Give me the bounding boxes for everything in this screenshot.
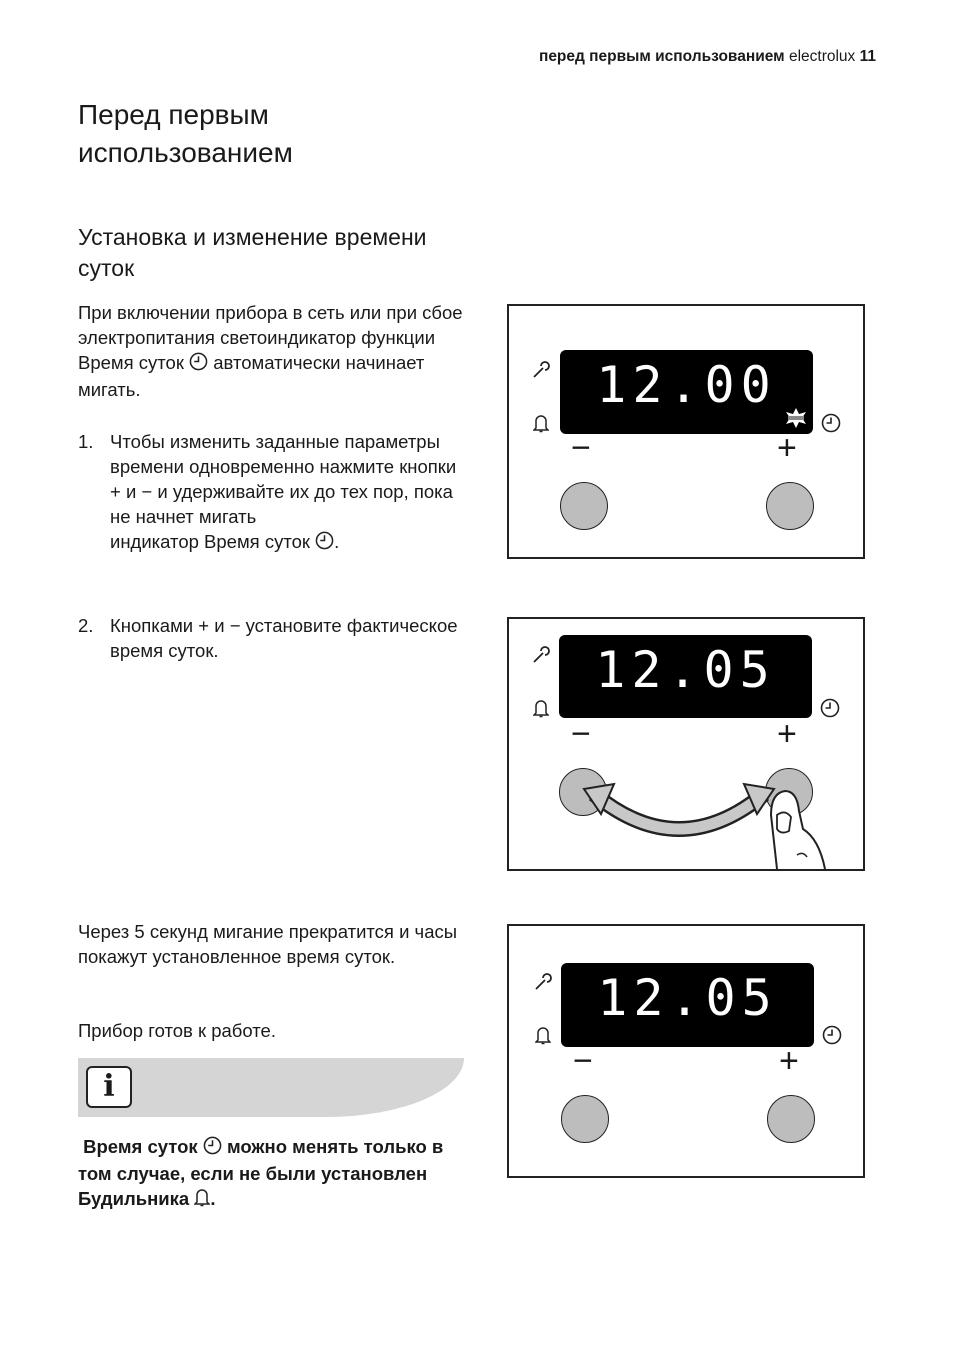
bell-icon: [535, 1025, 551, 1045]
clock-icon: [822, 1025, 842, 1045]
minus-label: −: [571, 715, 591, 753]
clock-icon: [820, 698, 840, 718]
control-panel-2: [507, 617, 865, 871]
swap-arrow-icon: [579, 774, 779, 849]
clock-icon: [821, 413, 841, 433]
intro-text-b: автоматически начинает мигать.: [78, 352, 425, 400]
header-brand: electrolux: [788, 48, 856, 65]
temperature-probe-icon: [531, 645, 551, 665]
bell-icon: [194, 1187, 210, 1213]
step-1-text-c: .: [334, 531, 340, 552]
intro-paragraph: [78, 300, 473, 402]
display-time: 12.00: [596, 356, 777, 414]
after-paragraph: Через 5 секунд мигание прекратится и часы покажут установленное время суток.: [78, 921, 458, 967]
step-1-number: 1.: [78, 431, 94, 452]
clock-icon: [203, 1136, 222, 1161]
minus-button[interactable]: [560, 482, 608, 530]
control-panel-1: [507, 304, 865, 559]
info-icon: i: [86, 1066, 132, 1108]
display-time: 12.05: [595, 641, 776, 699]
lcd-display: [560, 350, 813, 434]
info-bar: [78, 1058, 464, 1117]
header-section: перед первым использованием: [538, 48, 785, 65]
step-1-text: Чтобы изменить заданные параметры времени одновременно нажмите кнопки + и − и удерживайте их до тех пор, пока не начнет мигать: [110, 431, 457, 527]
clock-icon: [189, 352, 208, 377]
plus-label: +: [779, 1042, 799, 1080]
step-2-text: Кнопками + и − установите фактическое время суток.: [110, 615, 458, 661]
page-number: 11: [859, 48, 876, 65]
section-subtitle: Установка и изменение времени суток: [78, 224, 427, 281]
plus-button[interactable]: [766, 482, 814, 530]
finger-icon: [767, 785, 829, 869]
clock-icon: [315, 531, 334, 556]
plus-button[interactable]: [767, 1095, 815, 1143]
minus-label: −: [571, 429, 591, 467]
plus-label: +: [777, 429, 797, 467]
temperature-probe-icon: [533, 972, 553, 992]
display-time: 12.05: [597, 969, 778, 1027]
step-1-text-b: индикатор Время суток: [110, 531, 310, 552]
info-note: [78, 1134, 468, 1213]
page-header: [539, 48, 876, 66]
minus-label: −: [573, 1042, 593, 1080]
bell-icon: [533, 698, 549, 718]
note-text-b: можно менять только в том случае, если не были установлен Будильника: [78, 1136, 444, 1209]
note-text-a: Время суток: [83, 1136, 198, 1157]
page-title: Перед первым использованием: [78, 99, 293, 168]
temperature-probe-icon: [531, 360, 551, 380]
ready-paragraph: Прибор готов к работе.: [78, 1020, 276, 1041]
bell-icon: [533, 413, 549, 433]
note-text-c: .: [210, 1188, 216, 1209]
control-panel-3: [507, 924, 865, 1178]
step-2-number: 2.: [78, 615, 94, 636]
blinking-indicator-icon: [782, 406, 810, 430]
plus-label: +: [777, 715, 797, 753]
lcd-display: [559, 635, 812, 718]
lcd-display: [561, 963, 814, 1047]
intro-text-a: При включении прибора в сеть или при сбое электропитания светоиндикатор функции Время суток: [78, 302, 463, 373]
minus-button[interactable]: [561, 1095, 609, 1143]
